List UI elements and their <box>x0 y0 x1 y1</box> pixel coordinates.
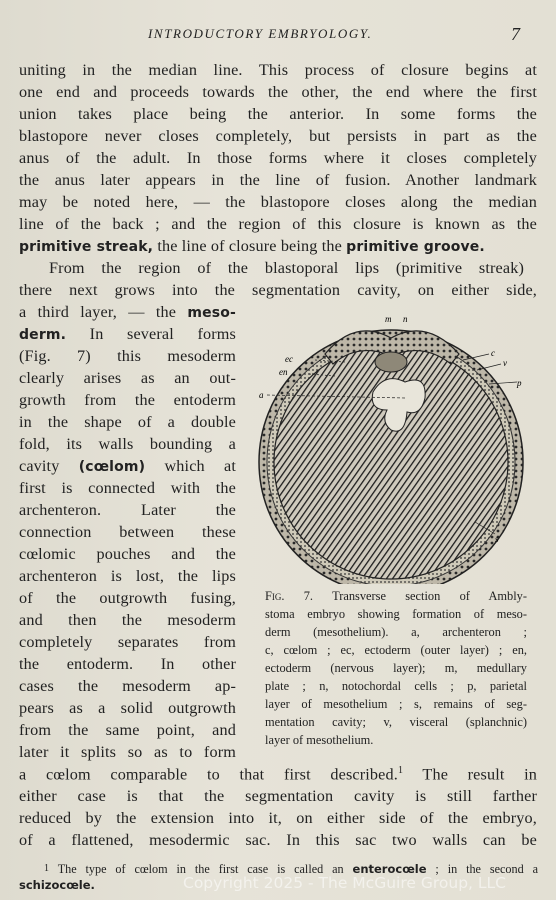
figure-caption-line: c, cœlom ; ec, ectoderm (outer layer) ; en, <box>265 643 527 657</box>
body-line: either case is that the segmentation cavity is still farther <box>19 787 537 805</box>
figure-caption-line: mentation cavity; v, visceral (splanchnic) <box>265 715 527 729</box>
primitive-streak-line <box>19 237 537 256</box>
embryo-cross-section-figure <box>255 312 527 584</box>
label-ec: ec <box>285 354 293 364</box>
figure-caption-line <box>265 589 527 604</box>
page-header <box>0 24 556 46</box>
body-text: In several forms <box>66 325 236 343</box>
body-line: union takes place being the anterior. In some forms the <box>19 105 537 123</box>
body-line: first is connected with the <box>19 479 236 497</box>
figure-caption-line: plate ; n, notochordal cells ; p, parietal <box>265 679 527 693</box>
figure-caption-line: derm (mesothelium). a, archenteron ; <box>265 625 527 639</box>
body-text: cavity <box>19 457 79 475</box>
body-line: uniting in the median line. This process of closure begins at <box>19 61 537 79</box>
footnote-text: The type of cœlom in the first case is called an <box>57 862 353 876</box>
body-line: connection between these <box>19 523 236 541</box>
copyright-watermark: Copyright 2025 - The McGuire Group, LLC <box>183 874 506 892</box>
body-line: the entoderm. In other <box>19 655 236 673</box>
label-n: n <box>403 314 408 324</box>
body-line: and then the mesoderm <box>19 611 236 629</box>
figure-caption-line: ectoderm (nervous layer); m, medullary <box>265 661 527 675</box>
footnote-marker: 1 <box>397 765 404 776</box>
notochord <box>375 352 407 372</box>
body-line: From the region of the blastoporal lips (primitive streak) <box>49 259 524 277</box>
label-a: a <box>259 390 264 400</box>
body-line: later it splits so as to form <box>19 743 236 761</box>
term-enterocoele: enterocœle <box>352 862 427 876</box>
body-line: blastopore never closes completely, but persists in part as the <box>19 127 537 145</box>
figure-caption-line: layer of mesothelium ; s, remains of seg- <box>265 697 527 711</box>
body-line: of a flattened, mesodermic sac. In this sac two walls can be <box>19 831 537 849</box>
body-line: (Fig. 7) this mesoderm <box>19 347 236 365</box>
body-line: of the outgrowth fusing, <box>19 589 236 607</box>
body-line: there next grows into the segmentation cavity, on either side, <box>19 281 537 299</box>
page-number: 7 <box>511 24 520 44</box>
body-line: one end and proceeds towards the other, the end where the first <box>19 83 537 101</box>
body-line: the anus later appears in the line of fusion. Another landmark <box>19 171 537 189</box>
figure-caption-line: stoma embryo showing formation of meso- <box>265 607 527 621</box>
term-mesoderm-end: derm. <box>19 327 67 343</box>
term-primitive-groove: primitive groove. <box>346 239 485 255</box>
label-m: m <box>385 314 392 324</box>
body-line-tail <box>19 765 537 784</box>
footnote-line <box>19 878 95 893</box>
body-line: pears as a solid outgrowth <box>19 699 236 717</box>
body-text: a third layer, — the <box>19 303 188 321</box>
body-line: cases the mesoderm ap- <box>19 677 236 695</box>
body-line: from the same point, and <box>19 721 236 739</box>
body-text: The result in <box>403 765 538 784</box>
body-line: archenteron is lost, the lips <box>19 567 236 585</box>
body-line: anus of the adult. In those forms where it closes completely <box>19 149 537 167</box>
label-v: v <box>503 358 507 368</box>
body-line: completely separates from <box>19 633 236 651</box>
body-line: archenteron. Later the <box>19 501 236 519</box>
body-line: clearly arises as an out- <box>19 369 236 387</box>
caption-text: Transverse section of Ambly- <box>332 589 527 603</box>
label-en: en <box>279 367 288 377</box>
footnote-text: ; in the second a <box>426 862 539 876</box>
running-head: INTRODUCTORY EMBRYOLOGY. <box>148 26 373 41</box>
footnote-number: 1 <box>44 863 49 874</box>
body-line: fold, its walls bounding a <box>19 435 236 453</box>
body-line-derm <box>19 325 236 344</box>
term-schizocoele: schizocœle. <box>19 878 95 892</box>
body-text: which at <box>145 457 237 475</box>
body-line: growth from the entoderm <box>19 391 236 409</box>
label-p: p <box>517 378 522 388</box>
body-text: the line of closure being the <box>153 237 347 255</box>
body-line: line of the back ; and the region of this closure is known as the <box>19 215 537 233</box>
term-coelom: (cœlom) <box>78 459 146 475</box>
body-line: reduced by the extension into it, on either side of the embryo, <box>19 809 537 827</box>
body-line: cœlomic pouches and the <box>19 545 236 563</box>
label-s: s <box>495 534 499 544</box>
body-line-coelom <box>19 457 236 476</box>
body-line: may be noted here, — the blastopore closes along the median <box>19 193 537 211</box>
body-line: in the shape of a double <box>19 413 236 431</box>
figure-label: Fig. 7. <box>265 589 314 603</box>
label-c: c <box>491 348 495 358</box>
body-text: a cœlom comparable to that first described. <box>19 765 398 784</box>
body-line-meso <box>19 303 236 322</box>
figure-caption-line: layer of mesothelium. <box>265 733 374 747</box>
term-mesoderm: meso- <box>187 305 236 321</box>
term-primitive-streak: primitive streak, <box>19 239 154 255</box>
